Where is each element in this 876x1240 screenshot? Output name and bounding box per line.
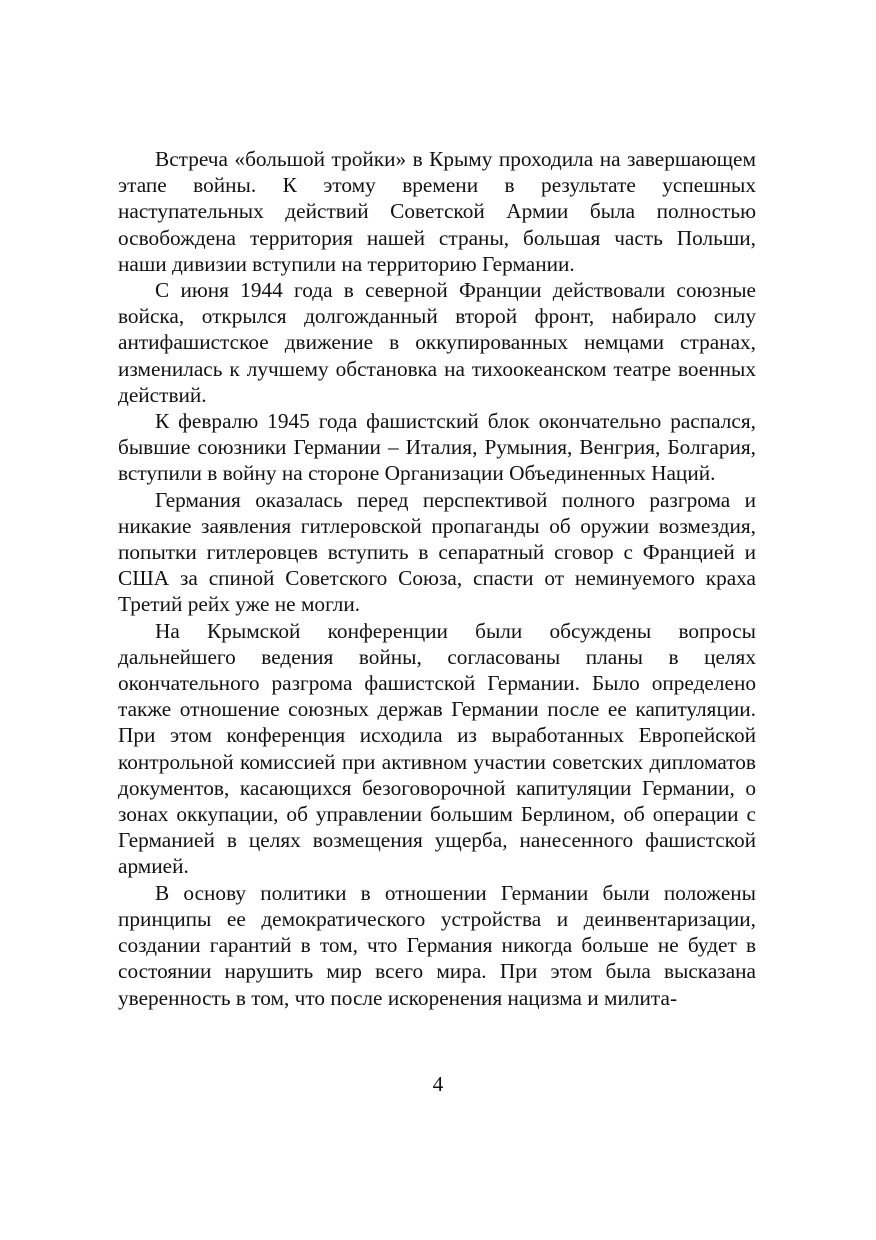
paragraph-2: С июня 1944 года в северной Франции действовали союзные войска, открылся долгожданный второй фронт, набирало силу антифашистское движение в оккупированных немцами странах, изменилась к лучшему обстановка на тихоокеанском театре военных действий. — [118, 278, 756, 407]
page-number: 4 — [432, 1072, 444, 1096]
paragraph-6: В основу политики в отношении Германии были положены принципы ее демократического устройства и деинвентаризации, создании гарантий в том, что Германия никогда больше не будет в состоянии нарушить мир всего мира. При этом была высказана уверенность в том, что после искоренения нацизма и милита- — [118, 880, 756, 1010]
paragraph-5: На Крымской конференции были обсуждены вопросы дальнейшего ведения войны, согласованы планы в целях окончательного разгрома фашистской Германии. Было определено также отношение союзных держав Германии после ее капитуляции. При этом конференция исходила из выработанных Европейской контрольной комиссией при активном участии советских дипломатов документов, касающихся безоговорочной капитуляции Германии, о зонах оккупации, об управлении большим Берлином, об операции с Германией в целях возмещения ущерба, нанесенного фашистской армией. — [118, 618, 756, 879]
paragraph-3: К февралю 1945 года фашистский блок окончательно распался, бывшие союзники Германии – Италия, Румыния, Венгрия, Болгария, вступили в войну на стороне Организации Объединенных Наций. — [118, 409, 756, 486]
page-text — [118, 146, 756, 1011]
paragraph-1: Встреча «большой тройки» в Крыму проходила на завершающем этапе войны. К этому времени в результате успешных наступательных действий Советской Армии была полностью освобождена территория нашей страны, большая часть Польши, наши дивизии вступили на территорию Германии. — [118, 147, 756, 276]
paragraph-4: Германия оказалась перед перспективой полного разгрома и никакие заявления гитлеровской пропаганды об оружии возмездия, попытки гитлеровцев вступить в сепаратный сговор с Францией и США за спиной Советского Союза, спасти от неминуемого краха Третий рейх уже не могли. — [118, 487, 756, 617]
